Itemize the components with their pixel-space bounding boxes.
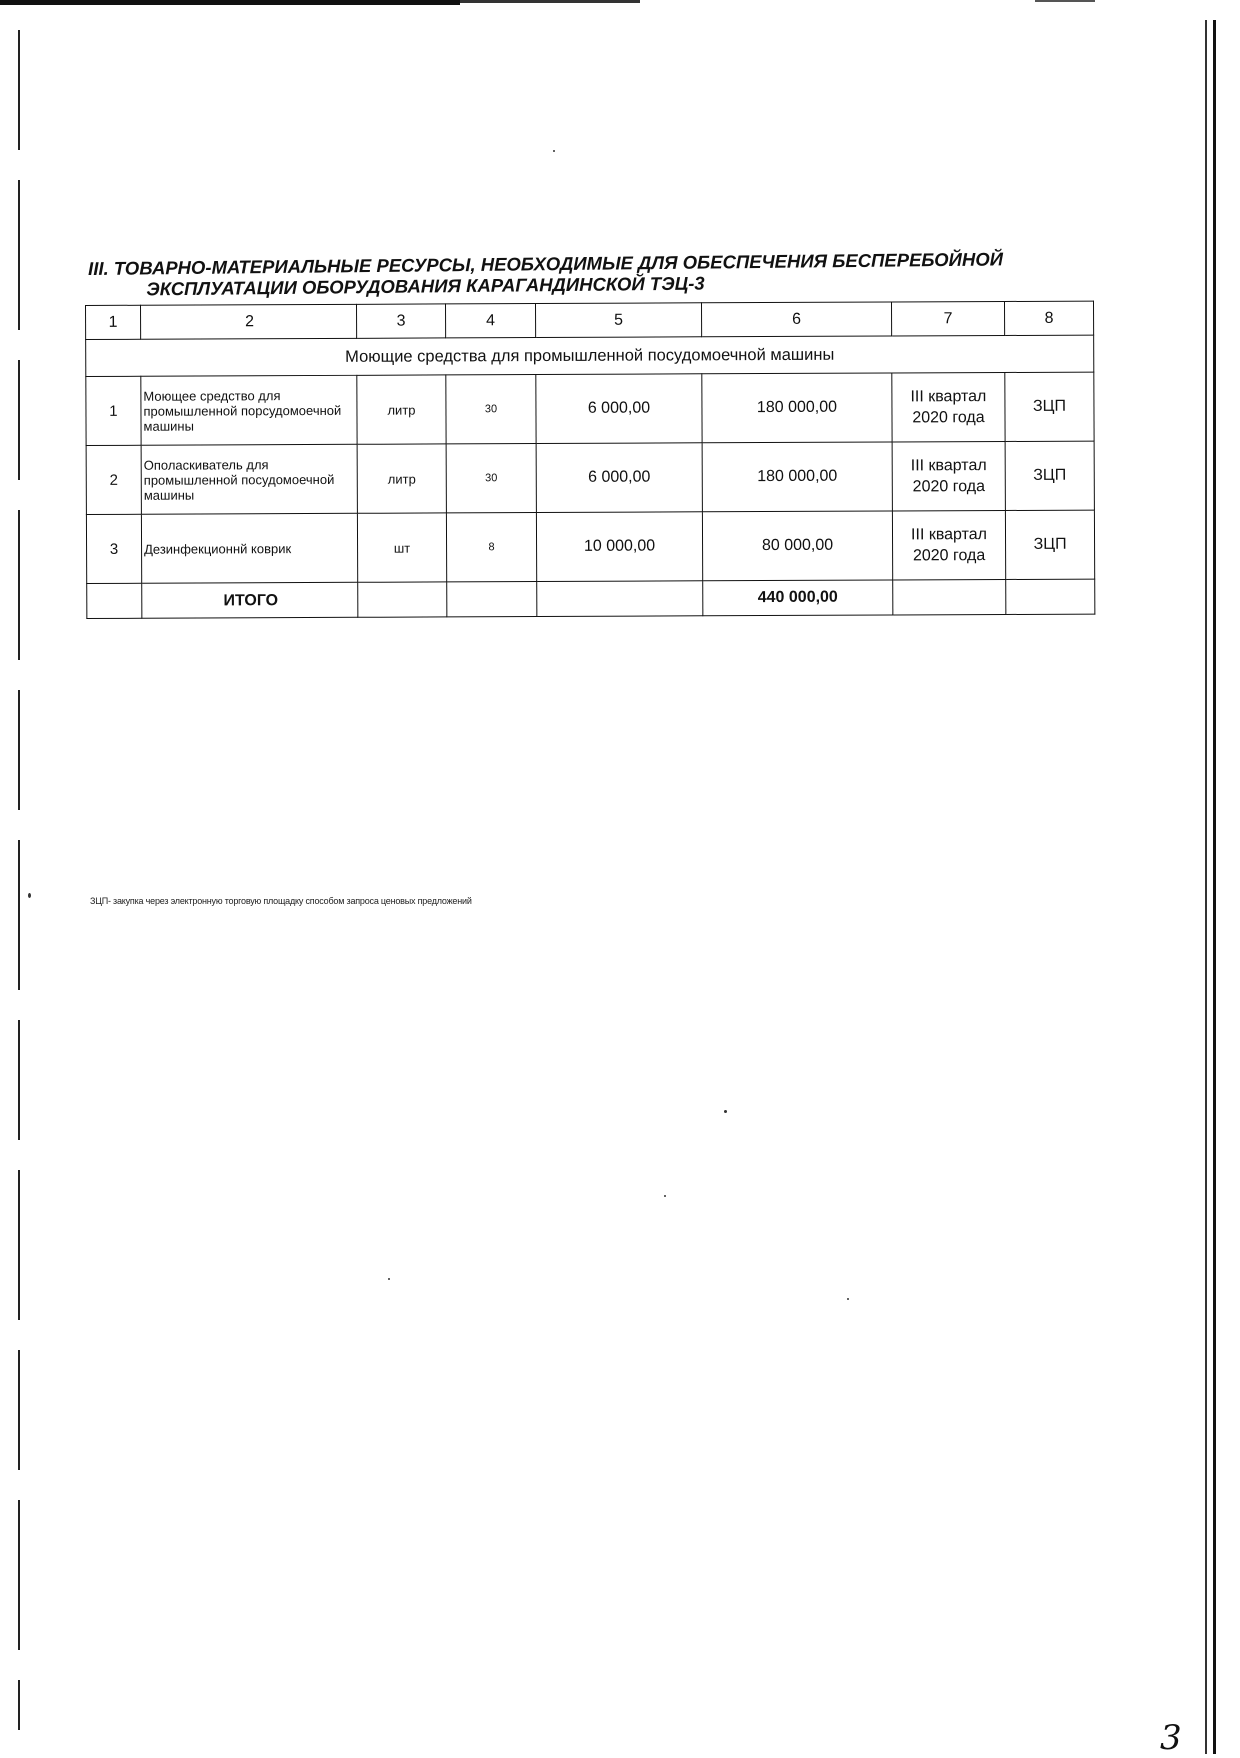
table-row xyxy=(86,510,1094,583)
item-price: 6 000,00 xyxy=(536,374,702,444)
item-sum: 180 000,00 xyxy=(702,373,892,443)
column-number: 4 xyxy=(445,304,535,338)
item-procurement-method: ЗЦП xyxy=(1005,372,1094,441)
footnote: ЗЦП- закупка через электронную торговую площадку способом запроса ценовых предложений xyxy=(90,896,472,906)
empty-cell xyxy=(87,583,142,618)
scan-edge-left xyxy=(18,30,20,1730)
column-number: 8 xyxy=(1004,301,1093,335)
document-title xyxy=(88,248,1088,300)
scan-speck xyxy=(28,893,31,898)
empty-cell xyxy=(537,581,703,617)
item-period: III квартал 2020 года xyxy=(892,510,1005,579)
item-name: Моющее средство для промышленной порсудомоечной машины xyxy=(141,375,357,445)
item-price: 10 000,00 xyxy=(536,512,702,582)
empty-cell xyxy=(893,579,1006,614)
total-sum: 440 000,00 xyxy=(703,580,893,616)
scan-speck xyxy=(553,150,555,152)
column-number: 1 xyxy=(86,305,141,339)
item-name: Ополаскиватель для промышленной посудомоечной машины xyxy=(141,444,357,514)
table-row xyxy=(86,372,1094,445)
item-unit: литр xyxy=(357,375,446,444)
item-period: III квартал 2020 года xyxy=(892,441,1005,510)
scan-speck xyxy=(847,1298,849,1300)
row-number: 2 xyxy=(86,445,141,514)
column-number: 7 xyxy=(891,301,1004,335)
item-quantity: 30 xyxy=(446,444,536,513)
item-name: Дезинфекционнй коврик xyxy=(141,513,357,583)
row-number: 3 xyxy=(86,514,141,583)
item-procurement-method: ЗЦП xyxy=(1005,510,1094,579)
document-title-line-2: ЭКСПЛУАТАЦИИ ОБОРУДОВАНИЯ КАРАГАНДИНСКОЙ ТЭЦ-3 xyxy=(146,272,705,300)
total-label: ИТОГО xyxy=(142,582,358,618)
scan-edge-right xyxy=(1205,20,1216,1754)
empty-cell xyxy=(1006,579,1095,614)
item-period: III квартал 2020 года xyxy=(892,372,1005,441)
scan-speck xyxy=(724,1110,727,1113)
scan-speck xyxy=(664,1195,666,1197)
section-row xyxy=(86,335,1094,376)
column-number: 2 xyxy=(141,304,357,339)
item-quantity: 8 xyxy=(446,513,536,582)
table-row xyxy=(86,441,1094,514)
column-number: 3 xyxy=(356,304,445,338)
scan-speck xyxy=(388,1278,390,1280)
item-sum: 180 000,00 xyxy=(702,442,892,512)
column-number: 5 xyxy=(535,303,701,338)
item-quantity: 30 xyxy=(446,375,536,444)
item-unit: шт xyxy=(357,513,446,582)
page-number: 3 xyxy=(1160,1718,1182,1758)
total-row xyxy=(87,579,1095,618)
document-title-line-1: III. ТОВАРНО-МАТЕРИАЛЬНЫЕ РЕСУРСЫ, НЕОБХОДИМЫЕ ДЛЯ ОБЕСПЕЧЕНИЯ БЕСПЕРЕБОЙНОЙ xyxy=(88,248,1004,279)
empty-cell xyxy=(358,582,447,617)
row-number: 1 xyxy=(86,376,141,445)
column-number: 6 xyxy=(701,302,891,337)
item-procurement-method: ЗЦП xyxy=(1005,441,1094,510)
resources-table xyxy=(85,301,1095,619)
column-number-row xyxy=(86,301,1094,339)
item-sum: 80 000,00 xyxy=(702,511,892,581)
section-title: Моющие средства для промышленной посудомоечной машины xyxy=(86,335,1094,376)
item-unit: литр xyxy=(357,444,446,513)
item-price: 6 000,00 xyxy=(536,443,702,513)
empty-cell xyxy=(447,582,537,617)
scan-edge-top xyxy=(0,0,1240,8)
